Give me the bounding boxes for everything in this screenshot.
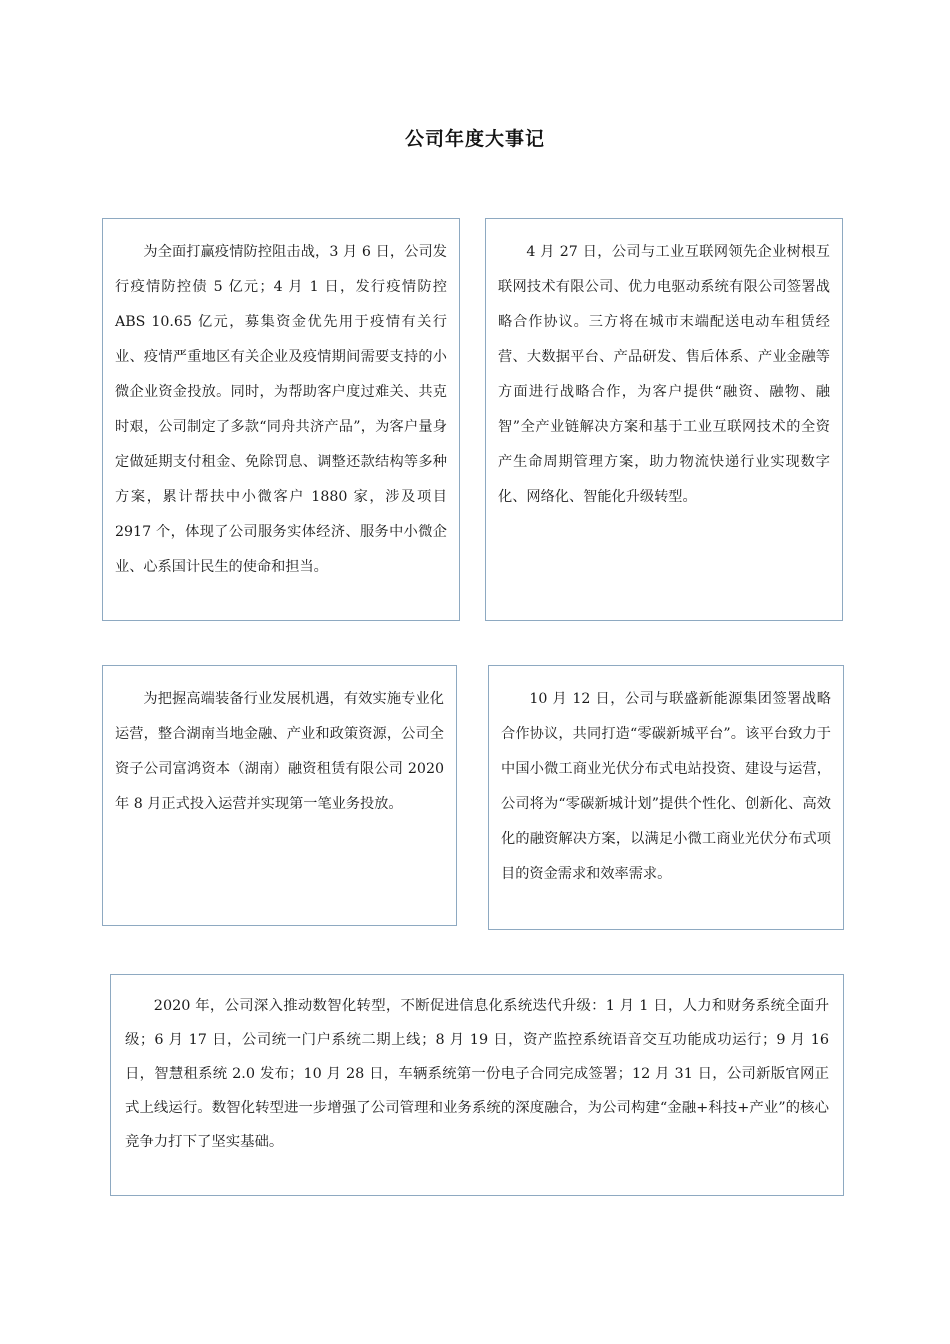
page-title: 公司年度大事记 [404, 128, 545, 150]
event-box-strategic-cooperation-iot: 4 月 27 日，公司与工业互联网领先企业树根互联网技术有限公司、优力电驱动系统有限公司签署战略合作协议。三方将在城市末端配送电动车租赁经营、大数据平台、产品研发、售后体系、产业金融等方面进行战略合作，为客户提供“融资、融物、融智”全产业链解决方案和基于工业互联网技术的全资产生命周期管理方案，助力物流快递行业实现数字化、网络化、智能化升级转型。 [485, 218, 843, 621]
event-box-pandemic-bonds: 为全面打赢疫情防控阻击战，3 月 6 日，公司发行疫情防控债 5 亿元；4 月 1 日，发行疫情防控 ABS 10.65 亿元，募集资金优先用于疫情有关行业、疫情严重地区有关企业及疫情期间需要支持的小微企业资金投放。同时，为帮助客户度过难关、共克时艰，公司制定了多款“同舟共济产品”，为客户量身定做延期支付租金、免除罚息、调整还款结构等多种方案，累计帮扶中小微客户 1880 家，涉及项目 2917 个，体现了公司服务实体经济、服务中小微企业、心系国计民生的使命和担当。 [102, 218, 460, 621]
event-box-hunan-subsidiary: 为把握高端装备行业发展机遇，有效实施专业化运营，整合湖南当地金融、产业和政策资源，公司全资子公司富鸿资本（湖南）融资租赁有限公司 2020 年 8 月正式投入运营并实现第一笔业务投放。 [102, 665, 457, 926]
event-box-digital-transformation: 2020 年，公司深入推动数智化转型，不断促进信息化系统迭代升级：1 月 1 日，人力和财务系统全面升级；6 月 17 日，公司统一门户系统二期上线；8 月 19 日，资产监控系统语音交互功能成功运行；9 月 16 日，智慧租系统 2.0 发布；10 月 28 日，车辆系统第一份电子合同完成签署；12 月 31 日，公司新版官网正式上线运行。数智化转型进一步增强了公司管理和业务系统的深度融合，为公司构建“金融+科技+产业”的核心竞争力打下了坚实基础。 [110, 974, 844, 1196]
event-box-zero-carbon-platform: 10 月 12 日，公司与联盛新能源集团签署战略合作协议，共同打造“零碳新城平台”。该平台致力于中国小微工商业光伏分布式电站投资、建设与运营，公司将为“零碳新城计划”提供个性化、创新化、高效化的融资解决方案，以满足小微工商业光伏分布式项目的资金需求和效率需求。 [488, 665, 844, 930]
